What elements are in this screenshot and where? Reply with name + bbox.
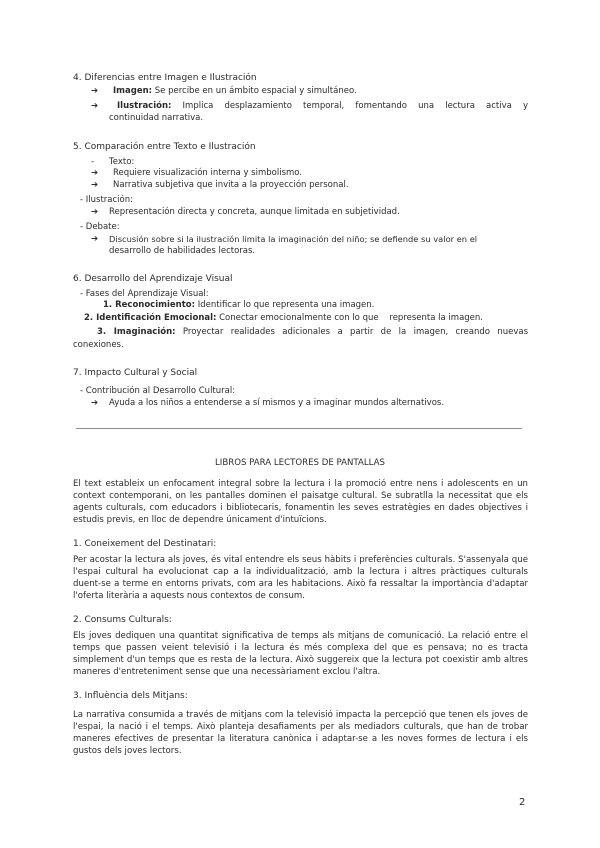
phase-item-continuation: conexiones.: [73, 340, 124, 350]
subsection-2-title: 2. Consums Culturals:: [73, 615, 172, 625]
page-number: 2: [519, 797, 526, 808]
horizontal-divider: [76, 428, 522, 429]
arrow-bullet-icon: ➔: [91, 398, 99, 408]
arrow-bullet-icon: ➔: [91, 180, 99, 190]
intro-paragraph: El text estableix un enfocament integral sobre la lectura i la promoció entre nens i adolescents en un context contemporani, on les pantalles dominen el paisatge cultural. Se subratlla la necessitat que els agents culturals, com educadors i bibliotecaris, fonamentin les seves estratègies en dades objectives i estudis previs, en lloc de dependre únicament d'intuïcions.: [73, 479, 528, 525]
fases-label: - Fases del Aprendizaje Visual:: [80, 289, 209, 299]
subsection-3-title: 3. Influència dels Mitjans:: [73, 691, 188, 701]
section-6-title: 6. Desarrollo del Aprendizaje Visual: [73, 274, 233, 284]
list-item-continuation: continuidad narrativa.: [109, 113, 204, 123]
arrow-bullet-icon: ➔: [91, 234, 99, 244]
dash-bullet: -: [91, 157, 95, 167]
section-7-title: 7. Impacto Cultural y Social: [73, 368, 198, 378]
ilustracion-label: - Ilustración:: [80, 195, 133, 205]
phase-item: 2. Identificación Emocional: Conectar emocionalmente con lo que representa la imagen.: [84, 313, 483, 323]
phase-item: 3. Imaginación: Proyectar realidades adicionales a partir de la imagen, creando nuevas: [97, 327, 528, 337]
list-item: Representación directa y concreta, aunque limitada en subjetividad.: [109, 207, 400, 217]
list-item: Ayuda a los niños a entenderse a sí mismos y a imaginar mundos alternativos.: [109, 398, 445, 408]
section-4-title: 4. Diferencias entre Imagen e Ilustración: [73, 73, 257, 83]
subsection-1-title: 1. Coneixement del Destinatari:: [73, 539, 217, 549]
list-item: Requiere visualización interna y simbolismo.: [113, 168, 303, 178]
arrow-bullet-icon: ➔: [91, 207, 99, 217]
debate-label: - Debate:: [80, 222, 120, 232]
arrow-bullet-icon: ➔: [91, 101, 99, 111]
arrow-bullet-icon: ➔: [91, 168, 99, 178]
list-item: Discusión sobre si la ilustración limita la imaginación del niño; se defiende su valor en el: [109, 234, 478, 244]
list-item: Ilustración: Implica desplazamiento temporal, fomentando una lectura activa y: [117, 101, 528, 111]
paragraph: La narrativa consumida a través de mitjans com la televisió impacta la percepció que tenen els joves de l'espai, la nació i el temps. Això planteja desafiaments per als mediadors culturals, que han de trobar maneres efectives de presentar la literatura canònica i adaptar-se a les noves formes de lectura i els gustos dels joves lectors.: [73, 710, 528, 756]
contribution-label: - Contribución al Desarrollo Cultural:: [80, 386, 236, 396]
list-item: Imagen: Se percibe en un ámbito espacial y simultáneo.: [113, 86, 357, 96]
section-heading: LIBROS PARA LECTORES DE PANTALLAS: [215, 458, 385, 468]
paragraph: Per acostar la lectura als joves, és vital entendre els seus hàbits i preferències culturals. S'assenyala que l'espai cultural ha evolucionat cap a la individualització, amb la lectura i altres pràctiques culturals duent-se a terme en entorns privats, com ara les habitacions. Això fa ressaltar la importància d'adaptar l'oferta literària a aquests nous contextos de consum.: [73, 555, 528, 601]
section-5-title: 5. Comparación entre Texto e Ilustración: [73, 142, 256, 152]
texto-label: Texto:: [109, 157, 135, 167]
arrow-bullet-icon: ➔: [91, 86, 99, 96]
phase-item: 1. Reconocimiento: Identificar lo que representa una imagen.: [103, 300, 375, 310]
paragraph: Els joves dediquen una quantitat significativa de temps als mitjans de comunicació. La relació entre el temps que passen veient televisió i la lectura és més complexa del que es pensava; no es tracta simplement d'un temps que es resta de la lectura. Això suggereix que la lectura pot coexistir amb altres maneres d'entreteniment sense que una necessàriament exclou l'altra.: [73, 631, 528, 677]
list-item: Narrativa subjetiva que invita a la proyección personal.: [113, 180, 349, 190]
list-item-continuation: desarrollo de habilidades lectoras.: [109, 246, 256, 256]
